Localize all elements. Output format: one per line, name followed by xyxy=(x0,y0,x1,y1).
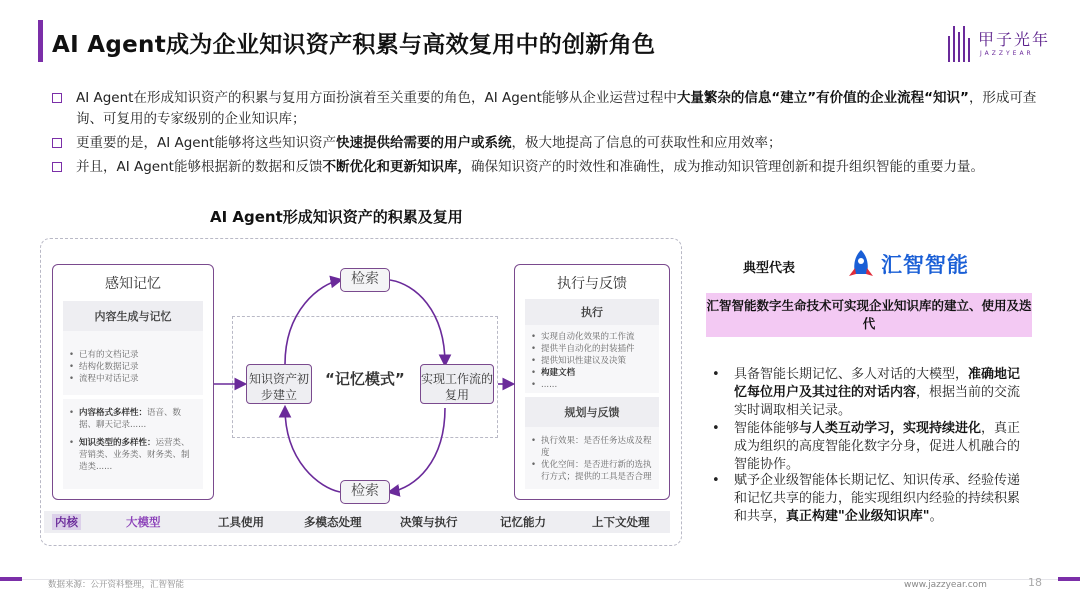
bullet-item: 并且，AI Agent能够根据新的数据和反馈不断优化和更新知识库，确保知识资产的时效性和准确性，成为推动知识管理创新和提升组织智能的重要力量。 xyxy=(52,157,1042,178)
footer-accent xyxy=(0,577,22,581)
footer-accent xyxy=(1058,577,1080,581)
sub-header: 执行 xyxy=(525,299,659,325)
rep-point: • 赋予企业级智能体长期记忆、知识传承、经验传递和记忆共享的能力，能实现组织内经验的持续积累和共享，真正构建"企业级知识库"。 xyxy=(712,473,1021,524)
rep-point: • 智能体能够与人类互动学习，实现持续进化，真正成为组织的高度智能化数字分身，促进人机融合的智能协作。 xyxy=(712,421,1021,472)
core-item: 大模型 xyxy=(126,515,161,529)
core-item: 记忆能力 xyxy=(500,515,546,529)
page-number: 18 xyxy=(1028,576,1042,589)
dot-bullet-icon: • xyxy=(712,367,720,382)
box-header: 感知记忆 xyxy=(105,276,161,292)
dot-bullet-icon: • xyxy=(712,473,720,488)
representative-label: 典型代表 xyxy=(743,261,796,276)
core-item: 上下文处理 xyxy=(592,515,650,529)
diversity-list: • 内容格式多样性：语音、数据、聊天记录...... • 知识类型的多样性：运营类、营销类、业务类、财务类、制造类...... xyxy=(63,399,203,489)
core-item: 决策与执行 xyxy=(400,515,458,529)
knowledge-init-box: 知识资产初步建立 xyxy=(246,364,312,404)
box-header: 执行与反馈 xyxy=(557,276,627,292)
bullet-item: AI Agent在形成知识资产的积累与复用方面扮演着至关重要的角色，AI Agent能够从企业运营过程中大量繁杂的信息“建立”有价值的企业流程“知识”，形成可查询、可复用的专家级别的企业知识库； xyxy=(52,88,1042,130)
dot-bullet-icon: • xyxy=(712,421,720,436)
core-item: 多模态处理 xyxy=(304,515,362,529)
retrieval-bottom: 检索 xyxy=(340,480,390,504)
core-tag: 内核 xyxy=(52,514,81,530)
diagram-title: AI Agent形成知识资产的积累及复用 xyxy=(210,208,463,226)
highlight-box: 汇智智能数字生命技术可实现企业知识库的建立、使用及迭代 xyxy=(706,293,1032,337)
bullet-item: 更重要的是，AI Agent能够将这些知识资产快速提供给需要的用户或系统，极大地提高了信息的可获取性和应用效率； xyxy=(52,133,1042,154)
rocket-icon xyxy=(845,248,877,280)
data-source: 数据来源：公开资料整理，汇智智能 xyxy=(48,580,185,590)
sub-header: 内容生成与记忆 xyxy=(63,301,203,331)
website-link[interactable]: www.jazzyear.com xyxy=(904,580,987,590)
company-logo xyxy=(845,246,975,280)
page-title: AI Agent成为企业知识资产积累与高效复用中的创新角色 xyxy=(52,32,656,58)
memory-mode-label: “记忆模式” xyxy=(325,370,405,388)
execution-list: • 实现自动化效果的工作流 • 提供半自动化的封装插件 • 提供知识性建议及决策 • 构建文档 • ...... xyxy=(525,325,659,393)
company-name: 汇智智能 xyxy=(881,253,969,277)
feedback-list: • 执行效果：是否任务达成及程度 • 优化空间：是否进行新的选执行方式；提供的工具是否合理 xyxy=(525,427,659,489)
logo-subtext: JAZZYEAR xyxy=(980,50,1034,57)
core-item: 工具使用 xyxy=(218,515,264,529)
logo-text: 甲子光年 xyxy=(978,30,1051,49)
rep-point: • 具备智能长期记忆、多人对话的大模型，准确地记忆每位用户及其过往的对话内容，根据当前的交流实时调取相关记录。 xyxy=(712,367,1021,418)
source-list: • 已有的文档记录 • 结构化数据记录 • 流程中对话记录 xyxy=(63,331,203,395)
retrieval-top: 检索 xyxy=(340,268,390,292)
core-capabilities-bar xyxy=(44,511,670,533)
sub-header: 规划与反馈 xyxy=(525,397,659,427)
workflow-reuse-box: 实现工作流的复用 xyxy=(420,364,494,404)
